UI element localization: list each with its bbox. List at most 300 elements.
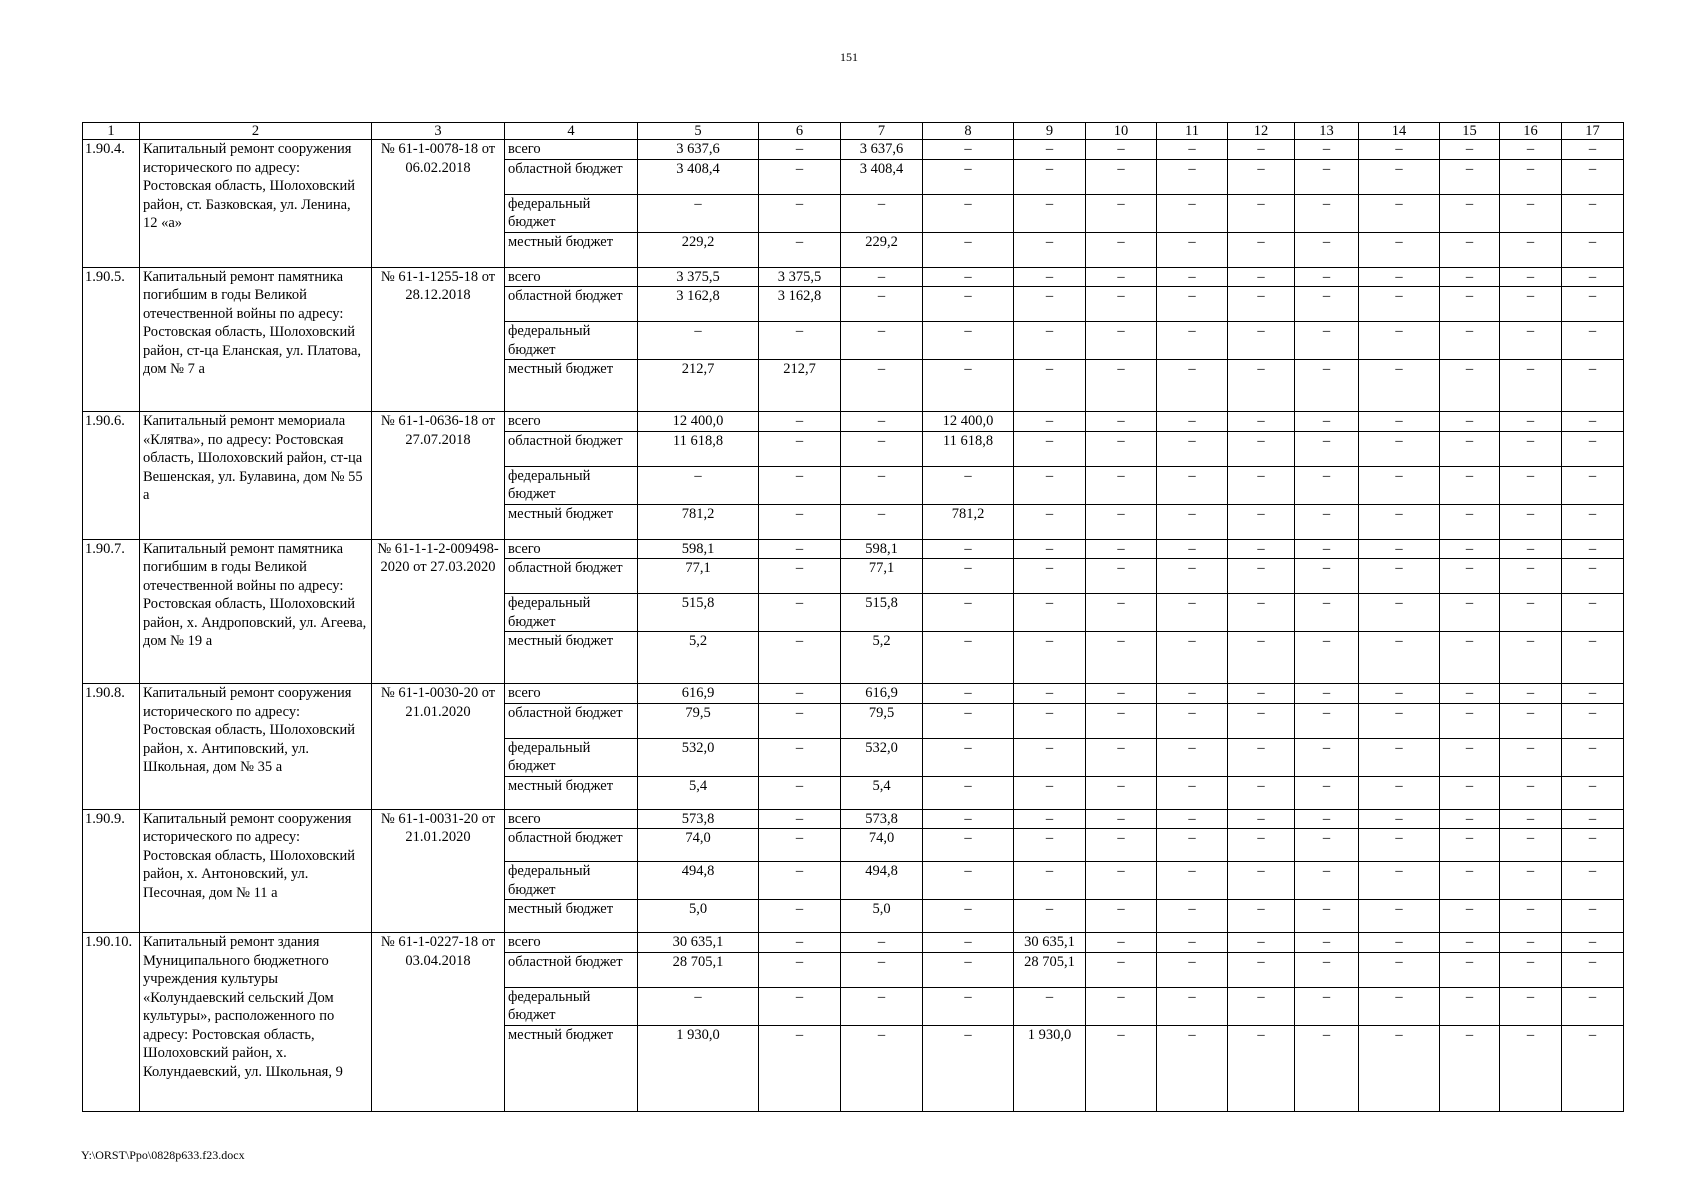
funding-source: всего [505,267,638,287]
value-col-7: 5,0 [841,900,923,933]
value-col-7: 3 637,6 [841,140,923,160]
value-col-8: – [923,322,1014,360]
value-col-11: – [1157,829,1228,862]
value-col-14: – [1359,431,1440,466]
value-col-16: – [1500,684,1562,704]
value-col-15: – [1440,1025,1500,1111]
value-col-17: – [1562,322,1624,360]
value-col-12: – [1228,412,1295,432]
value-col-11: – [1157,140,1228,160]
value-col-7: 573,8 [841,809,923,829]
value-col-16: – [1500,933,1562,953]
value-col-15: – [1440,360,1500,412]
value-col-14: – [1359,862,1440,900]
column-header-13: 13 [1295,123,1359,140]
value-col-15: – [1440,431,1500,466]
value-col-13: – [1295,322,1359,360]
value-col-14: – [1359,504,1440,539]
value-col-12: – [1228,1025,1295,1111]
value-col-7: – [841,431,923,466]
value-col-12: – [1228,952,1295,987]
value-col-13: – [1295,360,1359,412]
value-col-12: – [1228,159,1295,194]
value-col-17: – [1562,287,1624,322]
value-col-8: – [923,933,1014,953]
value-col-6: – [759,809,841,829]
value-col-11: – [1157,738,1228,776]
value-col-6: – [759,862,841,900]
value-col-10: – [1086,987,1157,1025]
value-col-16: – [1500,862,1562,900]
value-col-7: – [841,1025,923,1111]
value-col-9: – [1014,140,1086,160]
item-number: 1.90.8. [83,684,140,810]
column-header-14: 14 [1359,123,1440,140]
value-col-10: – [1086,287,1157,322]
value-col-5: 30 635,1 [638,933,759,953]
table-row [83,809,1624,829]
value-col-10: – [1086,684,1157,704]
value-col-9: – [1014,159,1086,194]
value-col-10: – [1086,159,1157,194]
value-col-5: 11 618,8 [638,431,759,466]
value-col-9: – [1014,594,1086,632]
value-col-9: – [1014,632,1086,684]
value-col-13: – [1295,829,1359,862]
value-col-10: – [1086,322,1157,360]
value-col-11: – [1157,466,1228,504]
value-col-8: – [923,559,1014,594]
value-col-8: 12 400,0 [923,412,1014,432]
object-name: Капитальный ремонт мемориала «Клятва», по адресу: Ростовская область, Шолоховский район, ст-ца Вешенская, ул. Булавина, дом № 55 а [140,412,372,540]
value-col-16: – [1500,738,1562,776]
value-col-16: – [1500,952,1562,987]
value-col-13: – [1295,287,1359,322]
value-col-13: – [1295,466,1359,504]
value-col-10: – [1086,412,1157,432]
value-col-12: – [1228,862,1295,900]
value-col-8: – [923,776,1014,809]
column-header-3: 3 [372,123,505,140]
value-col-11: – [1157,809,1228,829]
value-col-16: – [1500,559,1562,594]
value-col-13: – [1295,232,1359,267]
value-col-9: – [1014,559,1086,594]
value-col-14: – [1359,594,1440,632]
column-header-17: 17 [1562,123,1624,140]
value-col-17: – [1562,194,1624,232]
value-col-5: 28 705,1 [638,952,759,987]
value-col-10: – [1086,862,1157,900]
value-col-13: – [1295,594,1359,632]
value-col-12: – [1228,140,1295,160]
value-col-17: – [1562,267,1624,287]
value-col-15: – [1440,632,1500,684]
value-col-5: 781,2 [638,504,759,539]
value-col-5: 229,2 [638,232,759,267]
value-col-7: – [841,360,923,412]
value-col-6: – [759,933,841,953]
value-col-8: – [923,1025,1014,1111]
value-col-10: – [1086,232,1157,267]
value-col-6: – [759,738,841,776]
value-col-9: – [1014,738,1086,776]
value-col-6: – [759,504,841,539]
value-col-9: – [1014,194,1086,232]
item-number: 1.90.4. [83,140,140,268]
value-col-5: – [638,466,759,504]
value-col-17: – [1562,539,1624,559]
value-col-16: – [1500,360,1562,412]
value-col-10: – [1086,632,1157,684]
value-col-10: – [1086,776,1157,809]
column-header-15: 15 [1440,123,1500,140]
value-col-12: – [1228,632,1295,684]
value-col-9: – [1014,504,1086,539]
value-col-6: – [759,412,841,432]
table-row [83,933,1624,953]
value-col-11: – [1157,559,1228,594]
value-col-6: – [759,594,841,632]
funding-source: местный бюджет [505,900,638,933]
value-col-17: – [1562,933,1624,953]
value-col-5: 532,0 [638,738,759,776]
value-col-7: – [841,412,923,432]
column-header-2: 2 [140,123,372,140]
column-header-row [83,123,1624,140]
value-col-5: 12 400,0 [638,412,759,432]
funding-source: федеральный бюджет [505,862,638,900]
value-col-12: – [1228,776,1295,809]
expertise-conclusion: № 61-1-0030-20 от 21.01.2020 [372,684,505,810]
value-col-9: – [1014,412,1086,432]
value-col-17: – [1562,431,1624,466]
value-col-14: – [1359,632,1440,684]
value-col-13: – [1295,952,1359,987]
value-col-14: – [1359,539,1440,559]
value-col-12: – [1228,287,1295,322]
value-col-11: – [1157,267,1228,287]
value-col-11: – [1157,933,1228,953]
value-col-13: – [1295,194,1359,232]
value-col-15: – [1440,159,1500,194]
funding-source: местный бюджет [505,232,638,267]
value-col-12: – [1228,267,1295,287]
value-col-13: – [1295,809,1359,829]
value-col-17: – [1562,684,1624,704]
value-col-6: – [759,829,841,862]
value-col-13: – [1295,412,1359,432]
value-col-11: – [1157,776,1228,809]
value-col-16: – [1500,1025,1562,1111]
value-col-14: – [1359,1025,1440,1111]
value-col-17: – [1562,412,1624,432]
value-col-14: – [1359,159,1440,194]
expertise-conclusion: № 61-1-0078-18 от 06.02.2018 [372,140,505,268]
expertise-conclusion: № 61-1-1255-18 от 28.12.2018 [372,267,505,412]
value-col-15: – [1440,684,1500,704]
value-col-13: – [1295,684,1359,704]
value-col-14: – [1359,809,1440,829]
value-col-12: – [1228,232,1295,267]
value-col-11: – [1157,232,1228,267]
funding-source: местный бюджет [505,1025,638,1111]
value-col-9: – [1014,703,1086,738]
value-col-16: – [1500,267,1562,287]
value-col-7: – [841,194,923,232]
value-col-5: 515,8 [638,594,759,632]
value-col-7: – [841,322,923,360]
value-col-10: – [1086,900,1157,933]
value-col-8: 781,2 [923,504,1014,539]
value-col-9: 1 930,0 [1014,1025,1086,1111]
value-col-13: – [1295,862,1359,900]
value-col-15: – [1440,809,1500,829]
value-col-17: – [1562,987,1624,1025]
value-col-15: – [1440,862,1500,900]
object-name: Капитальный ремонт памятника погибшим в годы Великой отечественной войны по адресу: Ростовская область, Шолоховский район, х. Андроповский, ул. Агеева, дом № 19 а [140,539,372,684]
value-col-8: 11 618,8 [923,431,1014,466]
value-col-7: 77,1 [841,559,923,594]
column-header-8: 8 [923,123,1014,140]
value-col-13: – [1295,933,1359,953]
value-col-12: – [1228,559,1295,594]
value-col-15: – [1440,738,1500,776]
value-col-9: – [1014,431,1086,466]
value-col-5: 598,1 [638,539,759,559]
value-col-8: – [923,466,1014,504]
value-col-9: – [1014,287,1086,322]
value-col-8: – [923,594,1014,632]
value-col-13: – [1295,504,1359,539]
value-col-6: – [759,159,841,194]
value-col-14: – [1359,287,1440,322]
value-col-12: – [1228,594,1295,632]
value-col-17: – [1562,632,1624,684]
funding-source: федеральный бюджет [505,738,638,776]
value-col-6: – [759,431,841,466]
value-col-12: – [1228,504,1295,539]
value-col-17: – [1562,594,1624,632]
value-col-6: 3 162,8 [759,287,841,322]
object-name: Капитальный ремонт сооружения исторического по адресу: Ростовская область, Шолоховский район, х. Антоновский, ул. Песочная, дом № 11 а [140,809,372,933]
funding-source: всего [505,684,638,704]
value-col-7: 532,0 [841,738,923,776]
object-name: Капитальный ремонт сооружения исторического по адресу: Ростовская область, Шолоховский район, х. Антиповский, ул. Школьная, дом № 35 а [140,684,372,810]
value-col-6: – [759,194,841,232]
object-name: Капитальный ремонт памятника погибшим в годы Великой отечественной войны по адресу: Ростовская область, Шолоховский район, ст-ца Еланская, ул. Платова, дом № 7 а [140,267,372,412]
value-col-9: 28 705,1 [1014,952,1086,987]
value-col-15: – [1440,539,1500,559]
value-col-9: 30 635,1 [1014,933,1086,953]
table-body [83,140,1624,1112]
value-col-14: – [1359,466,1440,504]
funding-source: федеральный бюджет [505,466,638,504]
funding-source: областной бюджет [505,829,638,862]
value-col-15: – [1440,504,1500,539]
value-col-7: – [841,933,923,953]
funding-source: областной бюджет [505,287,638,322]
funding-source: федеральный бюджет [505,322,638,360]
value-col-15: – [1440,412,1500,432]
table-row [83,412,1624,432]
value-col-11: – [1157,194,1228,232]
value-col-7: – [841,287,923,322]
value-col-6: – [759,322,841,360]
value-col-6: – [759,140,841,160]
value-col-5: 212,7 [638,360,759,412]
value-col-8: – [923,287,1014,322]
table-row [83,267,1624,287]
value-col-11: – [1157,987,1228,1025]
budget-table [82,122,1624,1112]
value-col-5: 494,8 [638,862,759,900]
funding-source: всего [505,809,638,829]
object-name: Капитальный ремонт сооружения исторического по адресу: Ростовская область, Шолоховский район, ст. Базковская, ул. Ленина, 12 «а» [140,140,372,268]
value-col-11: – [1157,594,1228,632]
funding-source: областной бюджет [505,159,638,194]
value-col-8: – [923,738,1014,776]
value-col-8: – [923,539,1014,559]
value-col-6: – [759,632,841,684]
value-col-9: – [1014,232,1086,267]
value-col-14: – [1359,829,1440,862]
value-col-17: – [1562,738,1624,776]
value-col-10: – [1086,738,1157,776]
table-row [83,684,1624,704]
value-col-17: – [1562,703,1624,738]
funding-source: всего [505,412,638,432]
value-col-13: – [1295,1025,1359,1111]
column-header-4: 4 [505,123,638,140]
value-col-10: – [1086,594,1157,632]
value-col-17: – [1562,809,1624,829]
value-col-7: 616,9 [841,684,923,704]
value-col-17: – [1562,952,1624,987]
value-col-8: – [923,632,1014,684]
value-col-10: – [1086,194,1157,232]
value-col-11: – [1157,1025,1228,1111]
value-col-15: – [1440,267,1500,287]
value-col-12: – [1228,738,1295,776]
value-col-14: – [1359,987,1440,1025]
value-col-11: – [1157,322,1228,360]
expertise-conclusion: № 61-1-1-2-009498-2020 от 27.03.2020 [372,539,505,684]
value-col-16: – [1500,594,1562,632]
value-col-6: – [759,539,841,559]
value-col-6: – [759,900,841,933]
value-col-5: 3 162,8 [638,287,759,322]
value-col-13: – [1295,431,1359,466]
funding-source: местный бюджет [505,632,638,684]
value-col-17: – [1562,559,1624,594]
value-col-6: – [759,776,841,809]
value-col-9: – [1014,776,1086,809]
value-col-7: 494,8 [841,862,923,900]
value-col-9: – [1014,829,1086,862]
value-col-16: – [1500,776,1562,809]
funding-source: всего [505,140,638,160]
value-col-10: – [1086,267,1157,287]
value-col-15: – [1440,703,1500,738]
value-col-6: – [759,952,841,987]
value-col-15: – [1440,466,1500,504]
value-col-5: 74,0 [638,829,759,862]
value-col-9: – [1014,684,1086,704]
table-row [83,539,1624,559]
value-col-5: 5,2 [638,632,759,684]
value-col-8: – [923,952,1014,987]
value-col-7: 3 408,4 [841,159,923,194]
value-col-7: 5,4 [841,776,923,809]
value-col-7: – [841,952,923,987]
value-col-16: – [1500,287,1562,322]
value-col-13: – [1295,776,1359,809]
value-col-10: – [1086,360,1157,412]
value-col-12: – [1228,539,1295,559]
value-col-6: – [759,559,841,594]
value-col-17: – [1562,776,1624,809]
funding-source: областной бюджет [505,952,638,987]
value-col-5: – [638,987,759,1025]
funding-source: федеральный бюджет [505,594,638,632]
value-col-13: – [1295,539,1359,559]
value-col-14: – [1359,267,1440,287]
value-col-10: – [1086,559,1157,594]
value-col-14: – [1359,412,1440,432]
value-col-9: – [1014,862,1086,900]
value-col-11: – [1157,952,1228,987]
value-col-15: – [1440,194,1500,232]
footer-file-path: Y:\ORST\Ppo\0828p633.f23.docx [81,1148,245,1162]
value-col-16: – [1500,809,1562,829]
column-header-7: 7 [841,123,923,140]
value-col-12: – [1228,360,1295,412]
value-col-12: – [1228,322,1295,360]
value-col-8: – [923,267,1014,287]
value-col-16: – [1500,539,1562,559]
value-col-16: – [1500,232,1562,267]
value-col-12: – [1228,900,1295,933]
value-col-11: – [1157,287,1228,322]
value-col-7: 79,5 [841,703,923,738]
column-header-11: 11 [1157,123,1228,140]
value-col-11: – [1157,632,1228,684]
value-col-7: – [841,267,923,287]
value-col-5: 79,5 [638,703,759,738]
value-col-9: – [1014,539,1086,559]
value-col-12: – [1228,684,1295,704]
value-col-7: 598,1 [841,539,923,559]
item-number: 1.90.6. [83,412,140,540]
value-col-11: – [1157,862,1228,900]
value-col-13: – [1295,632,1359,684]
value-col-10: – [1086,952,1157,987]
value-col-13: – [1295,267,1359,287]
value-col-15: – [1440,987,1500,1025]
value-col-11: – [1157,431,1228,466]
value-col-15: – [1440,829,1500,862]
value-col-8: – [923,829,1014,862]
value-col-11: – [1157,504,1228,539]
value-col-17: – [1562,360,1624,412]
value-col-6: – [759,466,841,504]
value-col-8: – [923,900,1014,933]
value-col-8: – [923,862,1014,900]
column-header-12: 12 [1228,123,1295,140]
value-col-14: – [1359,684,1440,704]
value-col-9: – [1014,809,1086,829]
